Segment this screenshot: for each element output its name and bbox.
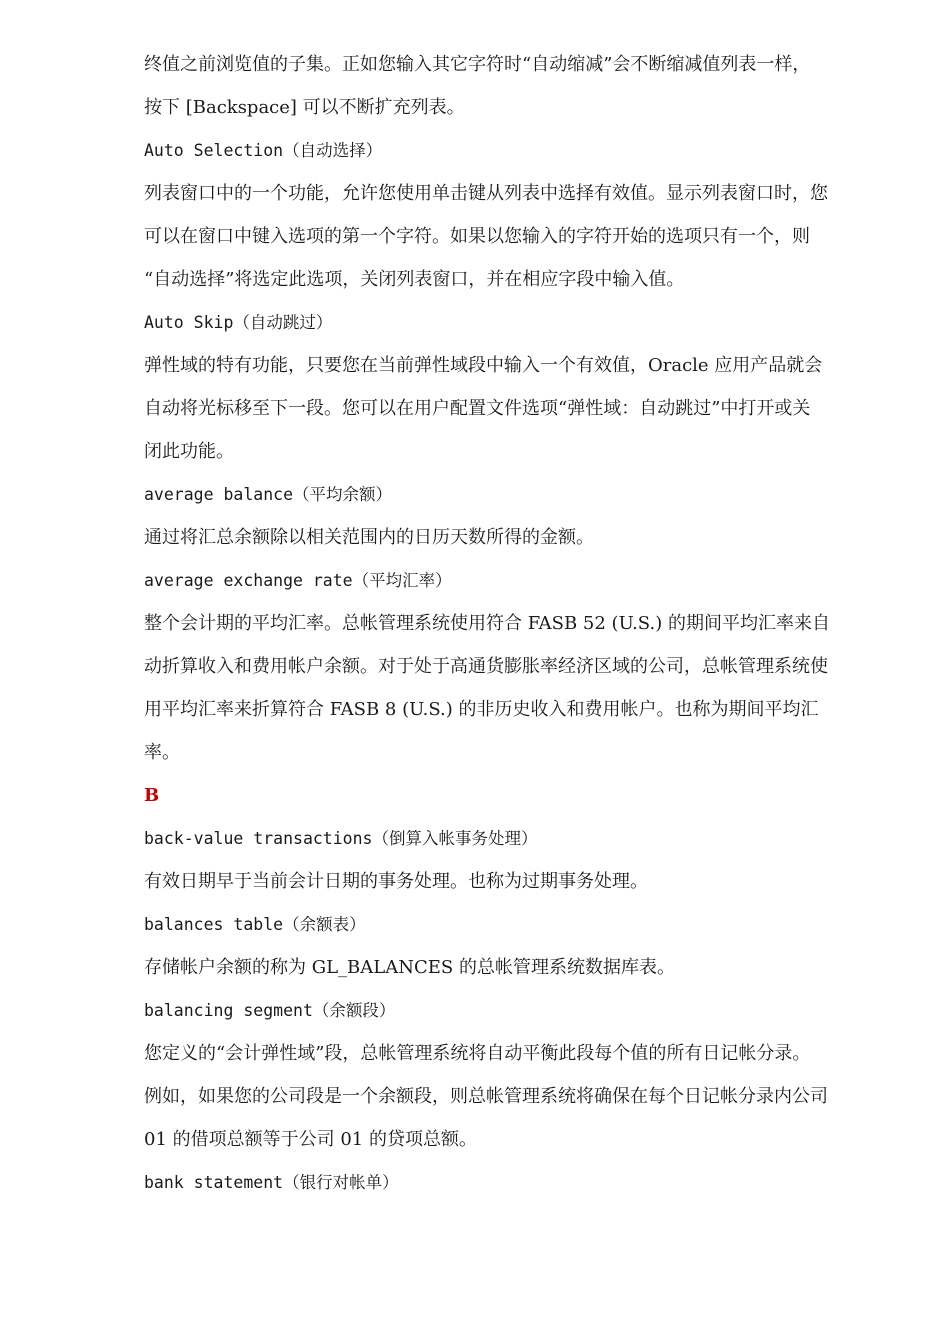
body-text: 按下 [Backspace] 可以不断扩充列表。 [144, 97, 465, 118]
glossary-term: average balance（平均余额） [144, 485, 393, 504]
term-definition: 存储帐户余额的称为 GL_BALANCES 的总帐管理系统数据库表。 [144, 957, 675, 978]
term-definition: 可以在窗口中键入选项的第一个字符。如果以您输入的字符开始的选项只有一个，则 [144, 226, 810, 247]
section-letter-heading: B [144, 785, 160, 806]
term-definition: 整个会计期的平均汇率。总帐管理系统使用符合 FASB 52 (U.S.) 的期间平均汇率来自 [144, 613, 830, 634]
term-definition: 弹性域的特有功能，只要您在当前弹性域段中输入一个有效值，Oracle 应用产品就会 [144, 355, 823, 376]
term-definition: 动折算收入和费用帐户余额。对于处于高通货膨胀率经济区域的公司，总帐管理系统使 [144, 656, 828, 677]
glossary-term: balancing segment（余额段） [144, 1001, 396, 1020]
glossary-term: back-value transactions（倒算入帐事务处理） [144, 829, 538, 848]
term-definition: 01 的借项总额等于公司 01 的贷项总额。 [144, 1129, 477, 1150]
term-definition: 通过将汇总余额除以相关范围内的日历天数所得的金额。 [144, 527, 594, 548]
term-definition: 有效日期早于当前会计日期的事务处理。也称为过期事务处理。 [144, 871, 648, 892]
glossary-term: bank statement（银行对帐单） [144, 1173, 399, 1192]
term-definition: 自动将光标移至下一段。您可以在用户配置文件选项“弹性域：自动跳过”中打开或关 [144, 398, 811, 419]
term-definition: 例如，如果您的公司段是一个余额段，则总帐管理系统将确保在每个日记帐分录内公司 [144, 1086, 828, 1107]
term-definition: 您定义的“会计弹性域”段，总帐管理系统将自动平衡此段每个值的所有日记帐分录。 [144, 1043, 811, 1064]
document-page [144, 43, 879, 1204]
term-definition: 率。 [144, 742, 180, 763]
glossary-term: average exchange rate（平均汇率） [144, 571, 452, 590]
term-definition: 闭此功能。 [144, 441, 234, 462]
term-definition: 用平均汇率来折算符合 FASB 8 (U.S.) 的非历史收入和费用帐户。也称为期间平均汇 [144, 699, 819, 720]
glossary-term: Auto Skip（自动跳过） [144, 313, 333, 332]
term-definition: “自动选择”将选定此选项，关闭列表窗口，并在相应字段中输入值。 [144, 269, 685, 290]
glossary-term: Auto Selection（自动选择） [144, 141, 383, 160]
body-text: 终值之前浏览值的子集。正如您输入其它字符时“自动缩减”会不断缩减值列表一样， [144, 54, 811, 75]
term-definition: 列表窗口中的一个功能，允许您使用单击键从列表中选择有效值。显示列表窗口时，您 [144, 183, 828, 204]
glossary-term: balances table（余额表） [144, 915, 366, 934]
